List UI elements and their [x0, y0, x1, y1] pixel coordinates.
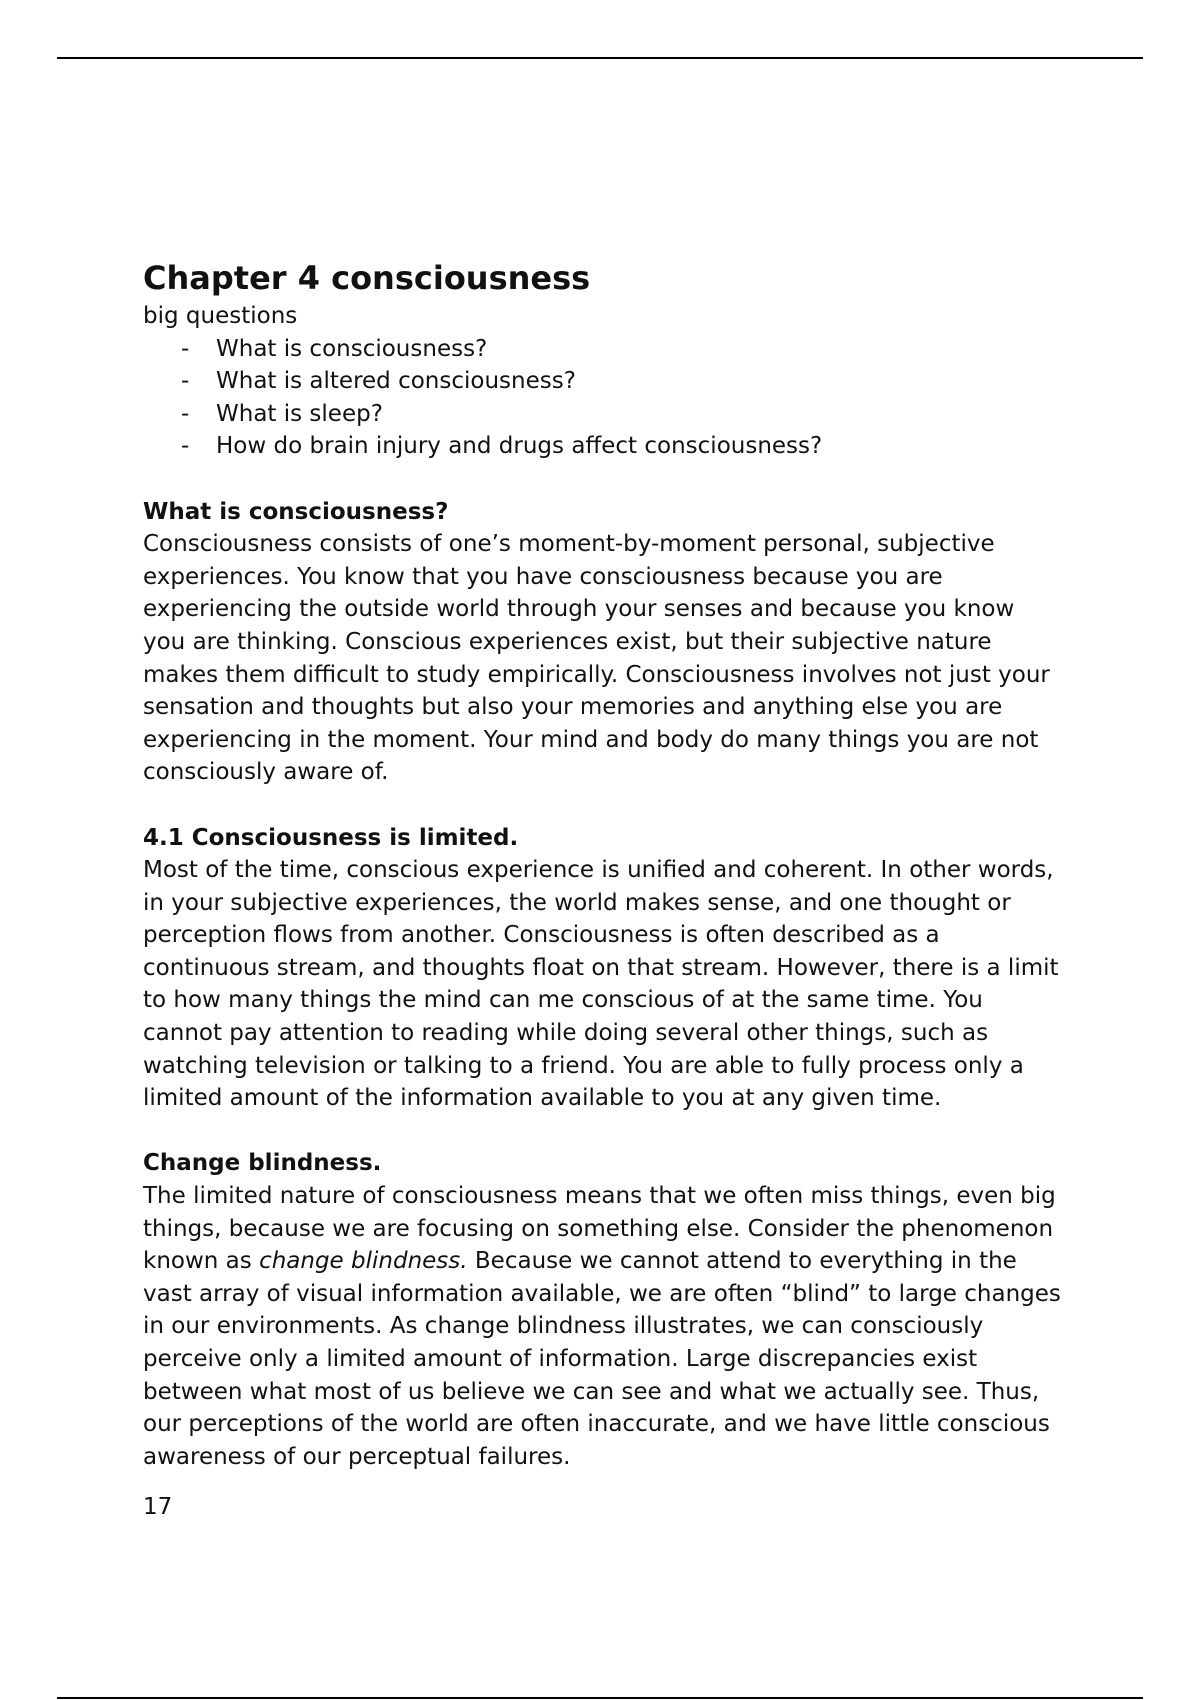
top-rule [57, 57, 1143, 59]
page-number: 17 [143, 1494, 173, 1521]
question-text: What is sleep? [216, 400, 383, 427]
chapter-subtitle: big questions [143, 303, 298, 329]
big-questions-list [143, 333, 1063, 463]
list-item [143, 365, 1063, 398]
section-heading-change-blindness: Change blindness. [143, 1150, 382, 1177]
body-text: Because we cannot attend to everything in the vast array of visual information available, we are often “blind” to large changes in our environments. As change blindness illustrates, we can consciously perceive only a limited amount of information. Large discrepancies exist between what most of us believe we can see and what we actually see. Thus, our perceptions of the world are often inaccurate, and we have little conscious awareness of our perceptual failures. [143, 1248, 1061, 1470]
list-item [143, 333, 1063, 366]
body-text: The limited nature of consciousness means that we often miss things, even big things, because we are focusing on something else. Consider the phenomenon known as [143, 1183, 1056, 1275]
list-item [143, 398, 1063, 431]
bullet-dash: - [181, 368, 190, 395]
bullet-dash: - [181, 335, 190, 362]
list-item [143, 430, 1063, 463]
section-body-change-blindness [143, 1180, 1063, 1473]
question-text: What is consciousness? [216, 335, 488, 362]
chapter-title: Chapter 4 consciousness [143, 259, 591, 297]
section-heading-what-is-consciousness: What is consciousness? [143, 498, 449, 525]
bullet-dash: - [181, 433, 190, 460]
bullet-dash: - [181, 400, 190, 427]
question-text: How do brain injury and drugs affect consciousness? [216, 433, 823, 460]
page-content [143, 259, 1063, 1524]
section-body-consciousness-limited: Most of the time, conscious experience is unified and coherent. In other words, in your subjective experiences, the world makes sense, and one thought or perception flows from another. Consciousness is often described as a continuous stream, and thoughts float on that stream. However, there is a limit to how many things the mind can me conscious of at the same time. You cannot pay attention to reading while doing several other things, such as watching television or talking to a friend. You are able to fully process only a limited amount of the information available to you at any given time. [143, 857, 1059, 1112]
spacer [143, 789, 1063, 822]
question-text: What is altered consciousness? [216, 368, 576, 395]
spacer [143, 463, 1063, 496]
bottom-rule [57, 1697, 1143, 1699]
spacer [143, 1115, 1063, 1148]
section-body-what-is-consciousness: Consciousness consists of one’s moment-by-moment personal, subjective experiences. You know that you have consciousness because you are experiencing the outside world through your senses and because you know you are thinking. Conscious experiences exist, but their subjective nature makes them difficult to study empirically. Consciousness involves not just your sensation and thoughts but also your memories and anything else you are experiencing in the moment. Your mind and body do many things you are not consciously aware of. [143, 531, 1050, 786]
emphasized-term: change blindness. [259, 1248, 468, 1275]
section-heading-consciousness-limited: 4.1 Consciousness is limited. [143, 824, 519, 851]
